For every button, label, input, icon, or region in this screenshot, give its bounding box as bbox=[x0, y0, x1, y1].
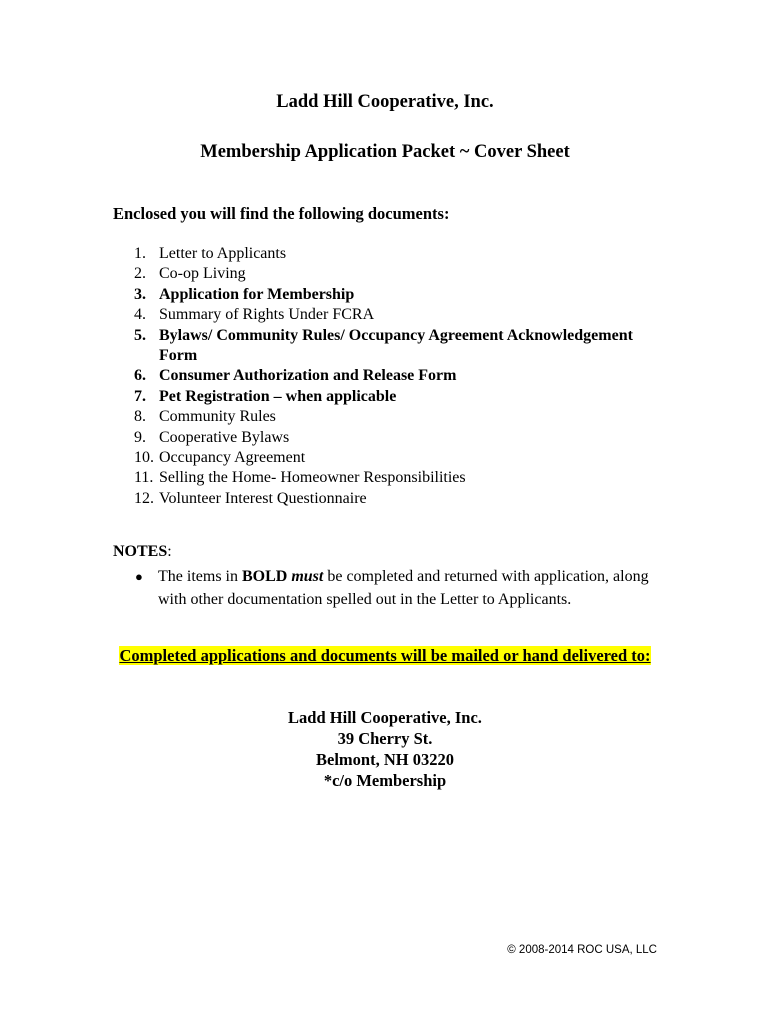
notes-heading: NOTES: bbox=[113, 543, 172, 560]
list-item: 2. Co-op Living bbox=[134, 265, 246, 283]
list-item: 12. Volunteer Interest Questionnaire bbox=[134, 489, 367, 507]
notes-list bbox=[113, 565, 673, 611]
address-line: Ladd Hill Cooperative, Inc. bbox=[288, 708, 482, 727]
document-title: Ladd Hill Cooperative, Inc. bbox=[276, 92, 494, 112]
list-item: 10. Occupancy Agreement bbox=[134, 449, 306, 467]
address-line: *c/o Membership bbox=[323, 771, 447, 790]
copyright-notice: © 2008-2014 ROC USA, LLC bbox=[507, 944, 657, 956]
documents-intro: Enclosed you will find the following documents: bbox=[113, 204, 450, 223]
document-subtitle: Membership Application Packet ~ Cover Sheet bbox=[200, 142, 570, 162]
list-item: 11. Selling the Home- Homeowner Responsibilities bbox=[134, 469, 466, 487]
bullet-icon: ● bbox=[135, 569, 143, 584]
list-item: ● The items in BOLD must be completed and returned with application, along with other documentation spelled out in the Letter to Applicants. bbox=[113, 565, 673, 611]
delivery-instructions bbox=[113, 645, 657, 666]
list-item: 4. Summary of Rights Under FCRA bbox=[134, 306, 375, 324]
highlighted-text: Completed applications and documents will be mailed or hand delivered to: bbox=[119, 646, 651, 665]
mailing-address bbox=[0, 707, 770, 791]
list-item: 3. Application for Membership bbox=[134, 285, 355, 303]
list-item: 6. Consumer Authorization and Release Form bbox=[134, 367, 457, 385]
list-item: 7. Pet Registration – when applicable bbox=[134, 387, 397, 405]
address-line: Belmont, NH 03220 bbox=[316, 750, 454, 769]
documents-list bbox=[113, 244, 673, 509]
list-item: 8. Community Rules bbox=[134, 408, 276, 426]
list-item: 9. Cooperative Bylaws bbox=[134, 428, 290, 446]
address-line: 39 Cherry St. bbox=[337, 729, 433, 748]
list-item: 5. Bylaws/ Community Rules/ Occupancy Agreement Acknowledgement Form bbox=[134, 326, 633, 365]
list-item: 1. Letter to Applicants bbox=[134, 245, 287, 262]
